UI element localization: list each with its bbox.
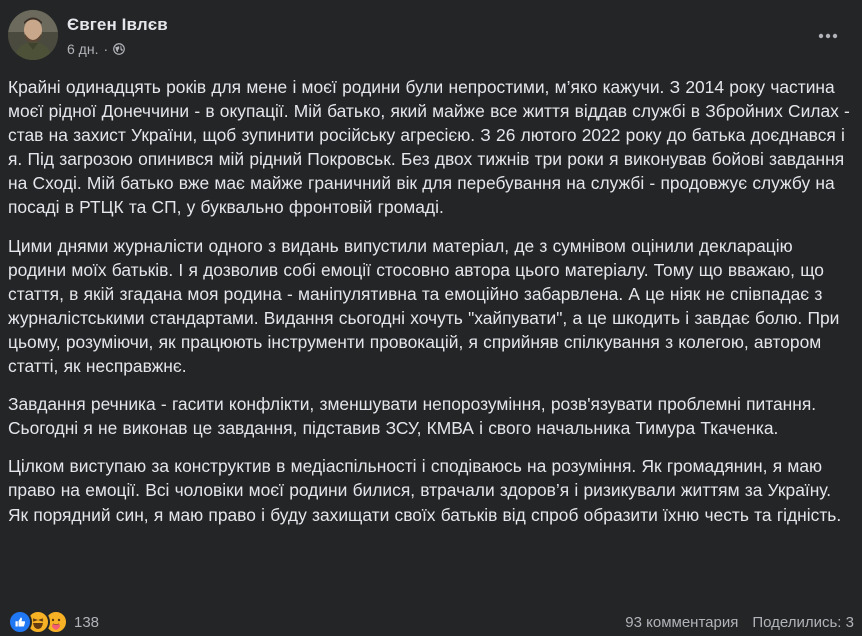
engagement-stats <box>625 614 854 631</box>
author-name[interactable]: Євген Івлєв <box>67 15 168 34</box>
post-meta: 6 дн. · <box>67 41 125 57</box>
author-avatar[interactable] <box>8 10 58 60</box>
reactions-summary[interactable] <box>8 610 99 634</box>
more-options-button[interactable] <box>814 22 842 50</box>
more-horizontal-icon <box>818 33 838 39</box>
post-timestamp[interactable]: 6 дн. <box>67 41 99 57</box>
globe-icon[interactable] <box>113 43 125 55</box>
post-paragraph: Цими днями журналісти одного з видань випустили матеріал, де з сумнівом оцінили декларацію родини моїх батьків. І я дозволив собі емоції стосовно автора цього матеріалу. Тому що вважаю, що стаття, в якій згадана моя родина - маніпулятивна та емоційно забарвлена. А це ніяк не співпадає з журналістськими стандартами. Видання сьогодні хочуть "хайпувати", а це шкодить і завдає болю. При цьому, розуміючи, як працюють інструменти провокацій, я сприйняв спілкування з колегою, автором статті, як несправжнє. <box>8 235 840 377</box>
like-icon <box>8 610 32 634</box>
post-paragraph: Цілком виступаю за конструктив в медіаспільності і сподіваюсь на розуміння. Як громадянин, я маю право на емоції. Всі чоловіки моєї родини билися, втрачали здоров’я і ризикували життям за Україну. Як порядний син, я маю право і буду захищати своїх батьків від спроб образити їхню честь та гідність. <box>8 456 842 525</box>
post-header <box>8 8 854 64</box>
post-body <box>8 75 854 541</box>
post-footer <box>8 608 854 636</box>
reaction-count[interactable]: 138 <box>74 613 100 631</box>
shares-count-link[interactable]: Поделились: 3 <box>752 614 854 631</box>
comments-count-link[interactable]: 93 комментария <box>625 614 739 631</box>
post-paragraph: Завдання речника - гасити конфлікти, зменшувати непорозуміння, розв'язувати проблемні питання. Сьогодні я не виконав це завдання, підставив ЗСУ, КМВА і свого начальника Тимура Ткаченка. <box>8 394 817 439</box>
avatar-photo <box>8 10 58 60</box>
post-paragraph: Крайні одинадцять років для мене і моєї родини були непростими, м’яко кажучи. З 2014 року частина моєї рідної Донеччини - в окупації. Мій батько, який майже все життя віддав службі в Збройних Силах - став на захист України, щоб зупинити російську агресією. З 26 лютого 2022 року до батька доєднався і я. Під загрозою опинився мій рідний Покровськ. Без двох тижнів три роки я виконував бойові завдання на Сході. Мій батько вже має майже граничний вік для перебування на службі - продовжує службу на посаді в РТЦК та СП, у буквально фронтовій громаді. <box>8 77 850 218</box>
